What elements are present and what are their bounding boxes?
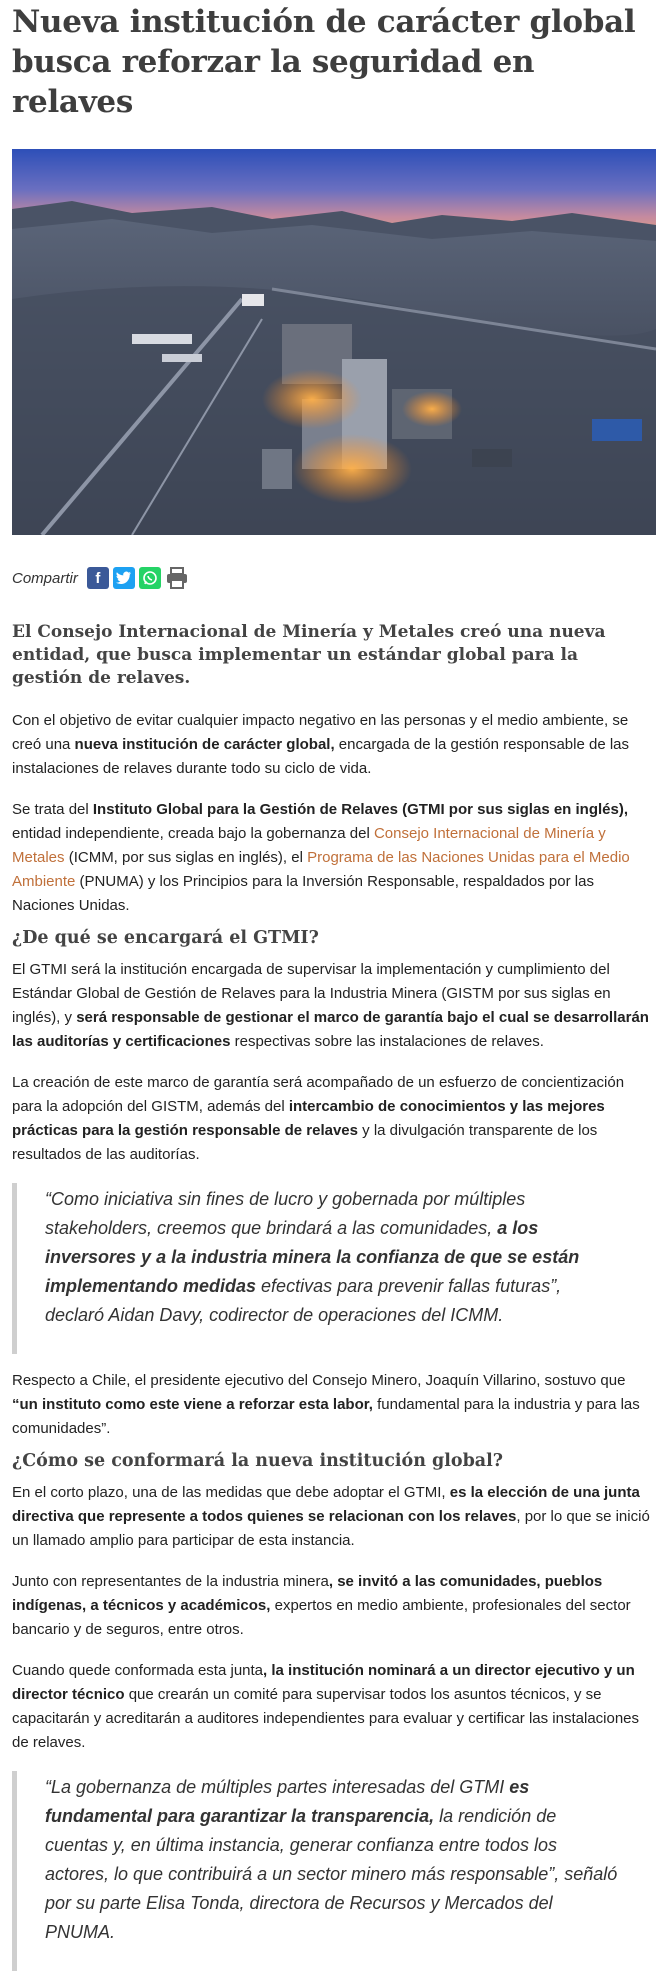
link-pnuma[interactable]: Programa de las Naciones Unidas para el Medio Ambiente: [12, 849, 630, 890]
body-paragraph-7: Junto con representantes de la industria minera, se invitó a las comunidades, pueblos indígenas, a técnicos y académicos, expertos en medio ambiente, profesionales del sector bancario y de seguros, entre otros.: [12, 1573, 631, 1638]
share-label: Compartir: [12, 569, 78, 587]
print-icon[interactable]: [165, 567, 189, 589]
link-icmm[interactable]: Consejo Internacional de Minería y Metales: [12, 825, 606, 866]
body-paragraph-3: El GTMI será la institución encargada de supervisar la implementación y cumplimiento del Estándar Global de Gestión de Relaves para la Industria Minera (GISTM por sus siglas en inglés), y será responsable de gestionar el marco de garantía bajo el cual se desarrollarán las auditorías y certificaciones respectivas sobre las instalaciones de relaves.: [12, 961, 649, 1050]
twitter-icon[interactable]: [113, 567, 135, 589]
section-heading-gtmi: ¿De qué se encargará el GTMI?: [12, 928, 319, 948]
facebook-icon[interactable]: f: [87, 567, 109, 589]
body-paragraph-1: Con el objetivo de evitar cualquier impacto negativo en las personas y el medio ambiente, se creó una nueva institución de carácter global, encargada de la gestión responsable de las instalaciones de relaves durante todo su ciclo de vida.: [12, 712, 629, 777]
body-paragraph-8: Cuando quede conformada esta junta, la institución nominará a un director ejecutivo y un director técnico que crearán un comité para supervisar todos los asuntos técnicos, y se capacitarán y acreditarán a auditores independientes para evaluar y certificar las instalaciones de relaves.: [12, 1662, 640, 1751]
body-paragraph-5: Respecto a Chile, el presidente ejecutivo del Consejo Minero, Joaquín Villarino, sostuvo que “un instituto como este viene a reforzar esta labor, fundamental para la industria y para las comunidades”.: [12, 1372, 640, 1437]
lead-paragraph: El Consejo Internacional de Minería y Metales creó una nueva entidad, que busca implementar un estándar global para la gestión de relaves.: [12, 622, 606, 688]
quote-aidan-davy: “Como iniciativa sin fines de lucro y gobernada por múltiples stakeholders, creemos que brindará a las comunidades, a los inversores y a la industria minera la confianza de que se están implementando medidas efectivas para prevenir fallas futuras”, declaró Aidan Davy, codirector de operaciones del ICMM.: [12, 1183, 654, 1354]
hero-photo-mine-at-dusk: [12, 149, 656, 535]
body-paragraph-2: Se trata del Instituto Global para la Gestión de Relaves (GTMI por sus siglas en inglés), entidad independiente, creada bajo la gobernanza del Consejo Internacional de Minería y Metales (ICMM, por sus siglas en inglés), el Programa de las Naciones Unidas para el Medio Ambiente (PNUMA) y los Principios para la Inversión Responsable, respaldados por las Naciones Unidas.: [12, 801, 630, 914]
body-paragraph-6: En el corto plazo, una de las medidas que debe adoptar el GTMI, es la elección de una junta directiva que represente a todos quienes se relacionan con los relaves, por lo que se inició un llamado amplio para participar de esta instancia.: [12, 1484, 650, 1549]
quote-elisa-tonda: “La gobernanza de múltiples partes interesadas del GTMI es fundamental para garantizar la transparencia, la rendición de cuentas y, en última instancia, generar confianza entre todos los actores, lo que contribuirá a un sector minero más responsable”, señaló por su parte Elisa Tonda, directora de Recursos y Mercados del PNUMA.: [12, 1771, 654, 1971]
share-bar: [12, 565, 654, 591]
page-title: Nueva institución de carácter global busca reforzar la seguridad en relaves: [12, 4, 636, 120]
whatsapp-icon[interactable]: [139, 567, 161, 589]
section-heading-conformacion: ¿Cómo se conformará la nueva institución global?: [12, 1451, 504, 1471]
body-paragraph-4: La creación de este marco de garantía será acompañado de un esfuerzo de concientización para la adopción del GISTM, además del intercambio de conocimientos y las mejores prácticas para la gestión responsable de relaves y la divulgación transparente de los resultados de las auditorías.: [12, 1074, 625, 1163]
